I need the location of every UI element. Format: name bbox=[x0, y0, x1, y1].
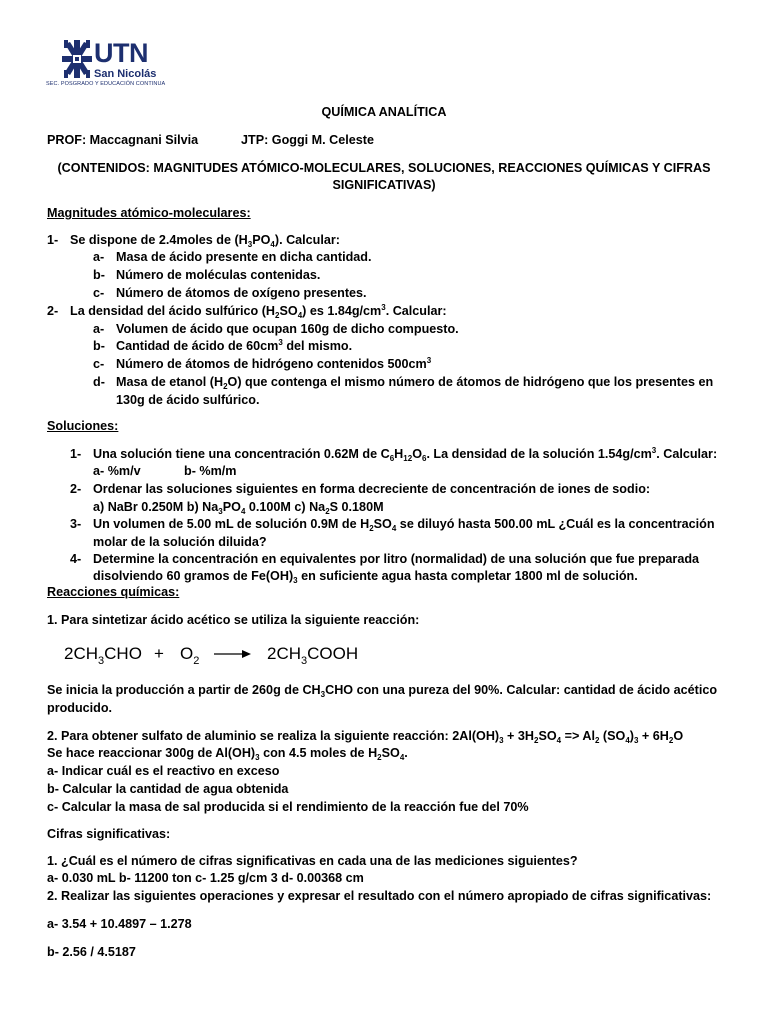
logo-text: UTN bbox=[94, 38, 148, 68]
item-text: Cantidad de ácido de $60cm^3$ del mismo. bbox=[116, 338, 353, 353]
section-heading-soluciones: Soluciones: bbox=[47, 419, 119, 433]
item-label: a- bbox=[93, 250, 105, 264]
item-text: Número de moléculas contenidas. bbox=[116, 268, 321, 282]
plus-sign: + bbox=[154, 644, 164, 663]
contents-line-2: SIGNIFICATIVAS) bbox=[332, 178, 436, 192]
utn-logo bbox=[46, 40, 176, 94]
question-text-continued: disolviendo 60 gramos de $Fe(OH)_3$ en suficiente agua hasta completar 1800 ml de solución. bbox=[93, 569, 638, 585]
question-number: 2- bbox=[47, 304, 59, 318]
option-b: b- %m/m bbox=[184, 464, 237, 478]
logo-campus: San Nicolás bbox=[94, 68, 157, 80]
item-text: Masa de ácido presente en dicha cantidad. bbox=[116, 250, 372, 264]
option-a: a- %m/v bbox=[93, 464, 141, 478]
product-1: $2CH_3COOH$ bbox=[267, 644, 359, 667]
operation-b: b- 2.56 / 4.5187 bbox=[47, 945, 136, 959]
logo-department: SEC. POSGRADO Y EDUCACIÓN CONTINUA bbox=[46, 81, 166, 87]
question-number: 2- bbox=[70, 482, 82, 496]
section-heading-magnitudes: Magnitudes atómico-moleculares: bbox=[47, 206, 251, 220]
question-text: 2. Para obtener sulfato de aluminio se realiza la siguiente reacción: $2Al(OH)_3 + 3H_2SO_4 => Al_2$ $(SO_4)_3 + 6H_2O$ bbox=[47, 729, 684, 745]
question-text-continued: Se hace reaccionar 300g de $Al(OH)_3$ con 4.5 moles de $H_2SO_4$. bbox=[47, 746, 408, 762]
question-text-continued: a) NaBr 0.250M b) $Na_3PO_4$ 0.100M c) $Na_2S$ 0.180M bbox=[93, 500, 384, 516]
reaction-arrow-icon bbox=[214, 648, 252, 660]
item-label: a- bbox=[93, 322, 105, 336]
question-text-continued: producido. bbox=[47, 701, 113, 715]
section-heading-cifras: Cifras significativas: bbox=[47, 827, 171, 841]
item-label: c- bbox=[93, 357, 105, 371]
question-text: Ordenar las soluciones siguientes en forma decreciente de concentración de iones de sodio: bbox=[93, 482, 651, 496]
item-label: c- bbox=[93, 286, 105, 300]
item-text-continued: 130g de ácido sulfúrico. bbox=[116, 393, 260, 407]
question-number: 1- bbox=[70, 447, 82, 461]
item-label: b- bbox=[93, 268, 105, 282]
question-text: 1. Para sintetizar ácido acético se utiliza la siguiente reacción: bbox=[47, 613, 420, 627]
question-text: 1. ¿Cuál es el número de cifras significativas en cada una de las mediciones siguientes? bbox=[47, 854, 578, 868]
utn-emblem-icon bbox=[62, 40, 92, 78]
item-text: Masa de etanol $(H_2O)$ que contenga el mismo número de átomos de hidrógeno que los presentes en bbox=[116, 375, 714, 391]
question-text: La densidad del ácido sulfúrico $(H_2SO_4)$ es $1.84g/cm^3$. Calcular: bbox=[70, 303, 447, 320]
item-text: Número de átomos de oxígeno presentes. bbox=[116, 286, 367, 300]
list-item: c- Calcular la masa de sal producida si el rendimiento de la reacción fue del 70% bbox=[47, 800, 529, 814]
question-number: 3- bbox=[70, 517, 82, 531]
item-text: Volumen de ácido que ocupan 160g de dicho compuesto. bbox=[116, 322, 459, 336]
item-text: Número de átomos de hidrógeno contenidos $500cm^3$ bbox=[116, 356, 432, 371]
question-text: 2. Realizar las siguientes operaciones y expresar el resultado con el número apropiado de cifras significativas: bbox=[47, 889, 712, 903]
page-title: QUÍMICA ANALÍTICA bbox=[321, 105, 447, 119]
question-text: Una solución tiene una concentración 0.62M de $C_6H_{12}O_6$. La densidad de la solución $1.54g/cm^3$. Calcular: bbox=[93, 446, 718, 463]
question-text: Un volumen de 5.00 mL de solución 0.9M de $H_2SO_4$ se diluyó hasta 500.00 mL ¿Cuál es la concentración bbox=[93, 517, 715, 533]
question-number: 1- bbox=[47, 233, 59, 247]
chemical-reaction bbox=[64, 640, 404, 670]
item-label: d- bbox=[93, 375, 105, 389]
question-options: a- 0.030 mL b- 11200 ton c- 1.25 g/cm 3 d- 0.00368 cm bbox=[47, 871, 364, 885]
question-text-continued: molar de la solución diluida? bbox=[93, 535, 267, 549]
list-item: b- Calcular la cantidad de agua obtenida bbox=[47, 782, 289, 796]
question-text: Determine la concentración en equivalentes por litro (normalidad) de una solución que fue preparada bbox=[93, 552, 700, 566]
list-item: a- Indicar cuál es el reactivo en exceso bbox=[47, 764, 280, 778]
question-number: 4- bbox=[70, 552, 82, 566]
question-text: Se dispone de 2.4moles de $(H_3PO_4)$. Calcular: bbox=[70, 233, 340, 249]
item-label: b- bbox=[93, 339, 105, 353]
question-text: Se inicia la producción a partir de 260g de $CH_3CHO$ con una pureza del 90%. Calcular: cantidad de ácido acético bbox=[47, 683, 718, 699]
reactant-1: $2CH_3CHO$ bbox=[64, 644, 142, 667]
section-heading-reacciones: Reacciones químicas: bbox=[47, 585, 180, 599]
jtp: JTP: Goggi M. Celeste bbox=[241, 133, 374, 147]
contents-line-1: (CONTENIDOS: MAGNITUDES ATÓMICO-MOLECULARES, SOLUCIONES, REACCIONES QUÍMICAS Y CIFRAS bbox=[57, 161, 711, 175]
professor: PROF: Maccagnani Silvia bbox=[47, 133, 199, 147]
reactant-2: $O_2$ bbox=[180, 644, 200, 667]
operation-a: a- 3.54 + 10.4897 – 1.278 bbox=[47, 917, 192, 931]
